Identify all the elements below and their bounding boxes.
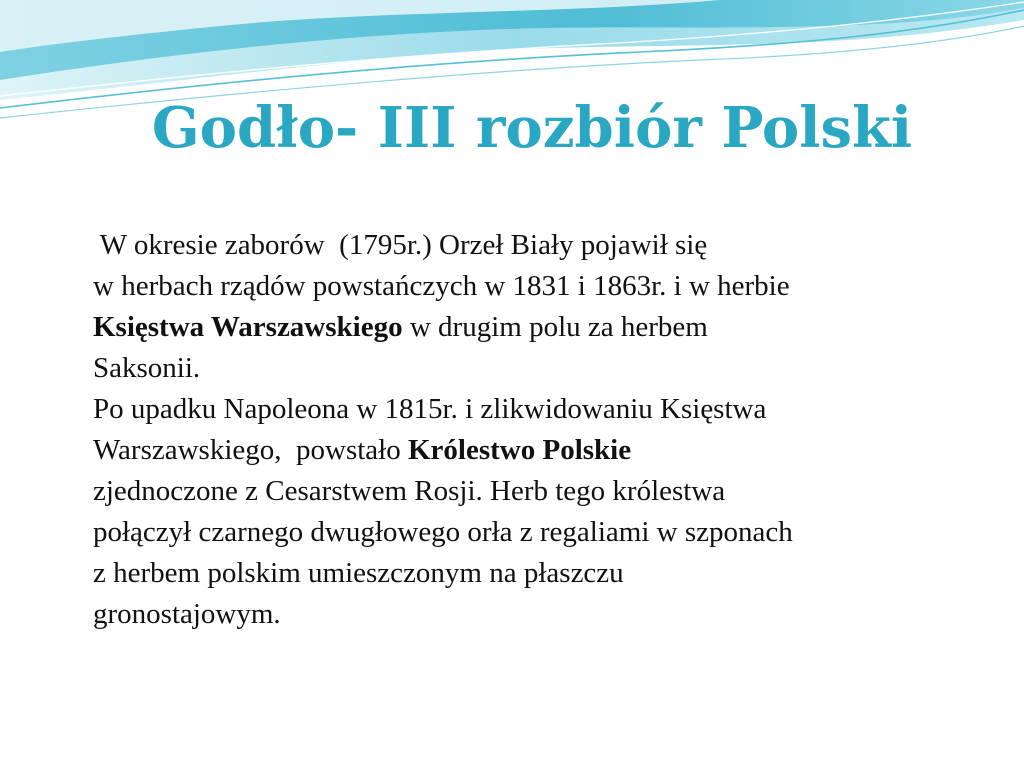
paragraph-1-line-2: w herbach rządów powstańczych w 1831 i 1863r. i w herbie <box>93 270 790 302</box>
paragraph-2-line-5: z herbem polskim umieszczonym na płaszczu <box>93 557 624 589</box>
paragraph-2-line-4: połączył czarnego dwugłowego orła z regaliami w szponach <box>93 516 793 548</box>
paragraph-1 <box>93 225 973 389</box>
bold-duchy-of-warsaw: Księstwa Warszawskiego <box>93 311 403 343</box>
paragraph-1-line-3 <box>93 307 973 348</box>
paragraph-1-line-4: Saksonii. <box>93 352 201 384</box>
paragraph-2-line-2-start: Warszawskiego, powstało <box>93 434 408 466</box>
paragraph-2-line-3: zjednoczone z Cesarstwem Rosji. Herb tego królestwa <box>93 475 726 507</box>
slide-title: Godło- III rozbiór Polski <box>151 95 913 161</box>
bold-kingdom-of-poland: Królestwo Polskie <box>407 434 632 466</box>
paragraph-2 <box>93 389 973 635</box>
paragraph-2-line-6: gronostajowym. <box>93 598 281 630</box>
paragraph-2-line-1: Po upadku Napoleona w 1815r. i zlikwidowaniu Księstwa <box>93 393 767 425</box>
paragraph-1-line-3-rest: w drugim polu za herbem <box>402 311 708 343</box>
paragraph-1-line-1: W okresie zaborów (1795r.) Orzeł Biały pojawił się <box>93 229 708 261</box>
slide-body <box>93 225 973 635</box>
paragraph-2-line-2 <box>93 430 973 471</box>
